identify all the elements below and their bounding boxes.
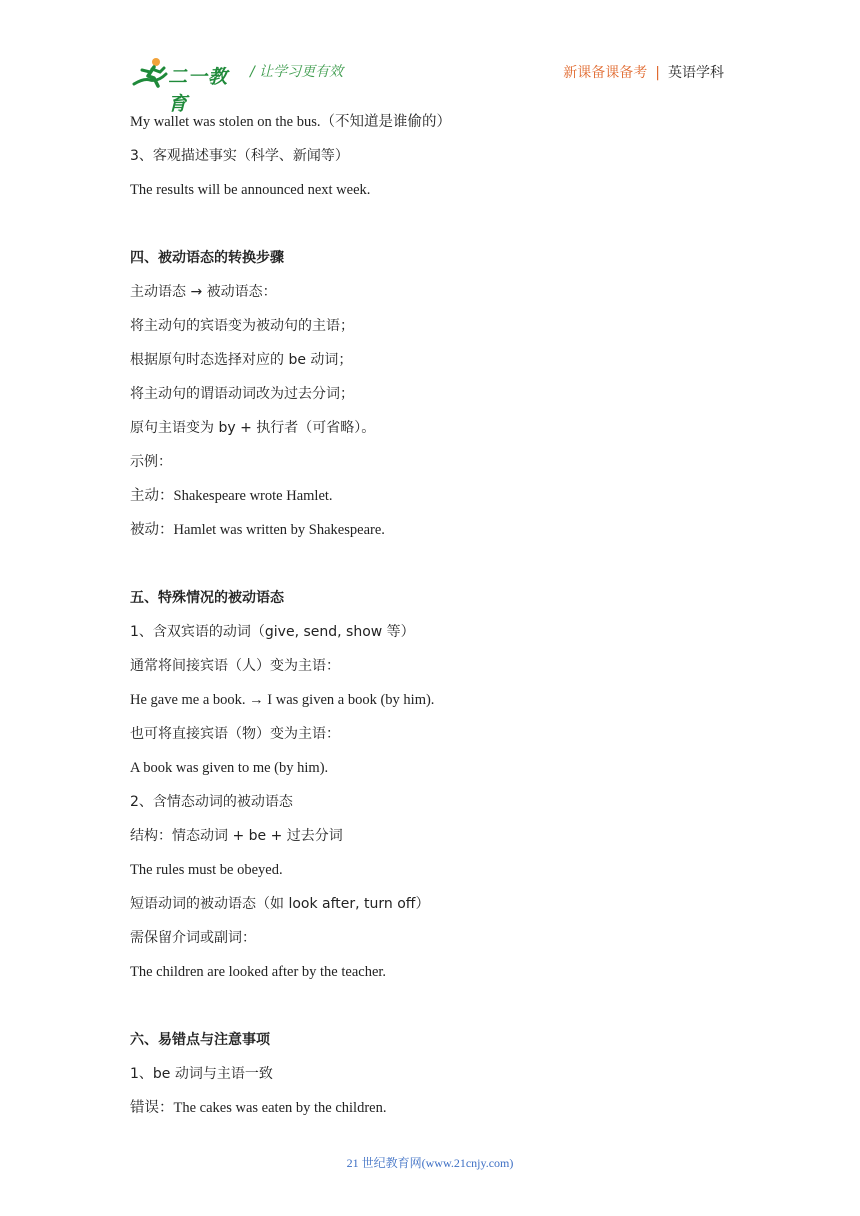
section-heading: 五、特殊情况的被动语态: [130, 590, 284, 606]
text-line: 通常将间接宾语（人）变为主语：: [130, 658, 340, 674]
text-line: 错误：The cakes was eaten by the children.: [130, 1100, 387, 1116]
section-heading: 四、被动语态的转换步骤: [130, 250, 284, 266]
text-line: 根据原句时态选择对应的 be 动词；: [130, 352, 353, 368]
text-line: 主动语态 → 被动语态：: [130, 284, 277, 300]
text-line: 需保留介词或副词：: [130, 930, 256, 946]
text-line: The results will be announced next week.: [130, 182, 371, 198]
header-course-label: 新课备课备考: [563, 65, 648, 81]
text-line: 被动：Hamlet was written by Shakespeare.: [130, 522, 385, 538]
text-line: My wallet was stolen on the bus.（不知道是谁偷的）: [130, 114, 451, 130]
text-line: 示例：: [130, 454, 172, 470]
text-line: 短语动词的被动语态（如 look after, turn off）: [130, 896, 430, 912]
text-line: The children are looked after by the teacher.: [130, 964, 387, 980]
text-line: 结构：情态动词 + be + 过去分词: [130, 828, 343, 844]
section-heading: 六、易错点与注意事项: [130, 1032, 270, 1048]
header-subject: [563, 62, 724, 82]
text-line: 将主动句的宾语变为被动句的主语；: [130, 318, 354, 334]
text-line: 3、客观描述事实（科学、新闻等）: [130, 148, 349, 164]
runner-logo-icon: [130, 56, 170, 90]
page-footer: 21 世纪教育网(www.21cnjy.com): [346, 1156, 514, 1170]
text-line: 也可将直接宾语（物）变为主语：: [130, 726, 340, 742]
text-line: A book was given to me (by him).: [130, 760, 329, 776]
text-line: He gave me a book. → I was given a book (by him).: [130, 692, 435, 708]
text-line: 将主动句的谓语动词改为过去分词；: [130, 386, 354, 402]
logo-text: 二一教育: [168, 66, 229, 115]
text-line: 主动：Shakespeare wrote Hamlet.: [130, 488, 333, 504]
slogan: / 让学习更有效: [250, 64, 344, 80]
text-line: 2、含情态动词的被动语态: [130, 794, 293, 810]
text-line: 原句主语变为 by + 执行者（可省略）。: [130, 420, 376, 436]
blank-line: [130, 209, 750, 243]
header-separator: |: [655, 65, 660, 81]
logo: [130, 56, 240, 115]
header-subject-label: 英语学科: [668, 65, 724, 81]
page-header: [130, 52, 730, 115]
text-line: The rules must be obeyed.: [130, 862, 283, 878]
document-body: [130, 107, 750, 1127]
text-line: 1、be 动词与主语一致: [130, 1066, 273, 1082]
blank-line: [130, 549, 750, 583]
text-line: 1、含双宾语的动词（give, send, show 等）: [130, 624, 415, 640]
blank-line: [130, 991, 750, 1025]
